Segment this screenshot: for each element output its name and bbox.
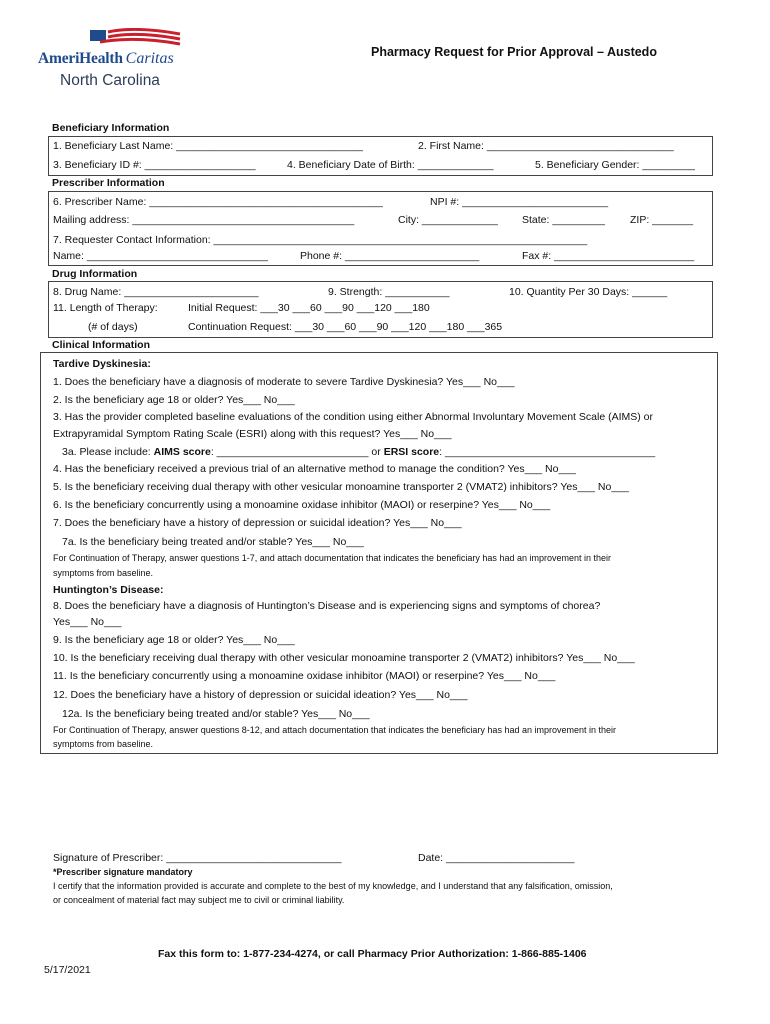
- zip-field[interactable]: ZIP: _______: [630, 214, 694, 226]
- question-8-line2[interactable]: Yes___ No___: [53, 616, 122, 628]
- clinical-heading: Clinical Information: [52, 339, 151, 351]
- strength-field[interactable]: 9. Strength: ___________: [328, 286, 450, 298]
- question-7[interactable]: 7. Does the beneficiary have a history of depression or suicidal ideation? Yes___ No___: [53, 517, 462, 529]
- prescriber-name-field[interactable]: 6. Prescriber Name: ________________________________________: [53, 196, 383, 208]
- td-note-line1: For Continuation of Therapy, answer questions 1-7, and attach documentation that indicates the beneficiary has had an improvement in their: [53, 553, 611, 563]
- beneficiary-heading: Beneficiary Information: [52, 122, 170, 134]
- ersi-score-label: ERSI score: [383, 446, 440, 458]
- signature-mandatory-note: *Prescriber signature mandatory: [53, 867, 193, 877]
- hd-note-line2: symptoms from baseline.: [53, 739, 154, 749]
- flag-icon: [90, 28, 182, 50]
- question-4[interactable]: 4. Has the beneficiary received a previous trial of an alternative method to manage the condition? Yes___ No___: [53, 463, 577, 475]
- dob-field[interactable]: 4. Beneficiary Date of Birth: _____________: [287, 159, 494, 171]
- first-name-field[interactable]: 2. First Name: ________________________________: [418, 140, 674, 152]
- aims-score-blank: : __________________________ or: [210, 446, 384, 458]
- beneficiary-id-field[interactable]: 3. Beneficiary ID #: ___________________: [53, 159, 256, 171]
- question-3-line2[interactable]: Extrapyramidal Symptom Rating Scale (ESRI) along with this request? Yes___ No___: [53, 428, 452, 440]
- form-title: Pharmacy Request for Prior Approval – Austedo: [371, 45, 657, 59]
- fax-field[interactable]: Fax #: ________________________: [522, 250, 695, 262]
- initial-request-options[interactable]: Initial Request: ___30 ___60 ___90 ___120 ___180: [188, 302, 430, 314]
- question-8-line1: 8. Does the beneficiary have a diagnosis of Huntington’s Disease and is experiencing signs and symptoms of chorea?: [53, 600, 601, 612]
- drug-heading: Drug Information: [52, 268, 138, 280]
- quantity-field[interactable]: 10. Quantity Per 30 Days: ______: [509, 286, 668, 298]
- requester-contact-field[interactable]: 7. Requester Contact Information: ________________________________________________________________: [53, 234, 588, 246]
- td-heading: Tardive Dyskinesia:: [53, 358, 151, 370]
- logo-brand: AmeriHealth: [38, 50, 123, 67]
- hd-heading: Huntington’s Disease:: [53, 584, 164, 596]
- question-2[interactable]: 2. Is the beneficiary age 18 or older? Yes___ No___: [53, 394, 295, 406]
- revision-date: 5/17/2021: [44, 964, 91, 976]
- prescriber-heading: Prescriber Information: [52, 177, 165, 189]
- logo: [38, 28, 198, 94]
- aims-score-label: AIMS score: [153, 446, 211, 458]
- signature-field[interactable]: Signature of Prescriber: ______________________________: [53, 852, 342, 864]
- signature-date-field[interactable]: Date: ______________________: [418, 852, 575, 864]
- question-7a[interactable]: 7a. Is the beneficiary being treated and/or stable? Yes___ No___: [62, 536, 364, 548]
- phone-field[interactable]: Phone #: _______________________: [300, 250, 480, 262]
- npi-field[interactable]: NPI #: _________________________: [430, 196, 609, 208]
- gender-field[interactable]: 5. Beneficiary Gender: _________: [535, 159, 695, 171]
- question-1[interactable]: 1. Does the beneficiary have a diagnosis of moderate to severe Tardive Dyskinesia? Yes___ No___: [53, 376, 515, 388]
- question-3a[interactable]: [62, 446, 655, 458]
- beneficiary-last-name-field[interactable]: 1. Beneficiary Last Name: ________________________________: [53, 140, 364, 152]
- ersi-score-blank: : ____________________________________: [439, 446, 656, 458]
- certification-line1: I certify that the information provided is accurate and complete to the best of my knowledge, and I understand that any falsification, omission,: [53, 881, 613, 891]
- city-field[interactable]: City: _____________: [398, 214, 498, 226]
- question-10[interactable]: 10. Is the beneficiary receiving dual therapy with other vesicular monoamine transporter 2 (VMAT2) inhibitors? Yes___ No___: [53, 652, 635, 664]
- question-12a[interactable]: 12a. Is the beneficiary being treated and/or stable? Yes___ No___: [62, 708, 370, 720]
- td-note-line2: symptoms from baseline.: [53, 568, 154, 578]
- contact-name-field[interactable]: Name: _______________________________: [53, 250, 268, 262]
- certification-line2: or concealment of material fact may subject me to civil or criminal liability.: [53, 895, 345, 905]
- continuation-request-options[interactable]: Continuation Request: ___30 ___60 ___90 ___120 ___180 ___365: [188, 321, 503, 333]
- question-3-line1: 3. Has the provider completed baseline evaluations of the condition using either Abnormal Involuntary Movement Scale (AIMS) or: [53, 411, 653, 423]
- fax-instructions: Fax this form to: 1-877-234-4274, or call Pharmacy Prior Authorization: 1-866-885-1406: [158, 948, 587, 960]
- question-3a-label: 3a. Please include:: [62, 446, 154, 458]
- question-12[interactable]: 12. Does the beneficiary have a history of depression or suicidal ideation? Yes___ No___: [53, 689, 468, 701]
- question-11[interactable]: 11. Is the beneficiary concurrently using a monoamine oxidase inhibitor (MAOI) or reserpine? Yes___ No___: [53, 670, 556, 682]
- logo-region: North Carolina: [60, 72, 160, 89]
- state-field[interactable]: State: _________: [522, 214, 605, 226]
- question-9[interactable]: 9. Is the beneficiary age 18 or older? Yes___ No___: [53, 634, 295, 646]
- days-label: (# of days): [88, 321, 138, 333]
- question-6[interactable]: 6. Is the beneficiary concurrently using a monoamine oxidase inhibitor (MAOI) or reserpine? Yes___ No___: [53, 499, 551, 511]
- question-5[interactable]: 5. Is the beneficiary receiving dual therapy with other vesicular monoamine transporter 2 (VMAT2) inhibitors? Yes___ No___: [53, 481, 629, 493]
- mailing-address-field[interactable]: Mailing address: ______________________________________: [53, 214, 355, 226]
- logo-brand-cursive: Caritas: [125, 50, 174, 67]
- drug-name-field[interactable]: 8. Drug Name: _______________________: [53, 286, 259, 298]
- length-of-therapy-label: 11. Length of Therapy:: [53, 302, 158, 314]
- hd-note-line1: For Continuation of Therapy, answer questions 8-12, and attach documentation that indicates the beneficiary has had an improvement in their: [53, 725, 617, 735]
